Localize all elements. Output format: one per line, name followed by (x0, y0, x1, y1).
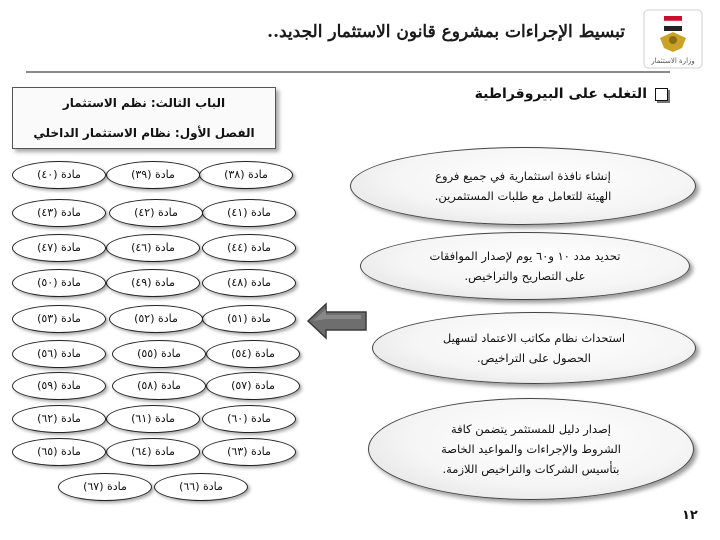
page-number: ١٢ (682, 508, 698, 523)
article-ellipse: مادة (٥٣) (12, 305, 106, 333)
measure-line: على التصاريح والتراخيص. (464, 269, 586, 283)
article-ellipse: مادة (٤٨) (202, 269, 296, 297)
measure-line: تحديد مدد ١٠ و٦٠ يوم لإصدار الموافقات (429, 249, 621, 263)
article-ellipse: مادة (٦٠) (202, 405, 296, 433)
article-ellipse: مادة (٦٧) (58, 473, 152, 501)
chapter-line-2: الفصل الأول: نظام الاستثمار الداخلي (33, 126, 255, 140)
article-ellipse: مادة (٥٦) (12, 340, 106, 368)
section-heading (475, 86, 668, 102)
article-ellipse: مادة (٤٦) (106, 234, 200, 262)
measure-line: إنشاء نافذة استثمارية في جميع فروع (435, 169, 611, 183)
measure-line: إصدار دليل للمستثمر يتضمن كافة (450, 422, 611, 436)
measure-ellipse (350, 147, 696, 225)
measure-line: استحداث نظام مكاتب الاعتماد لتسهيل (442, 331, 626, 345)
article-ellipse: مادة (٦٢) (12, 405, 106, 433)
article-ellipse: مادة (٤٤) (202, 234, 296, 262)
measure-ellipse (368, 398, 694, 500)
article-ellipse: مادة (٤٧) (12, 234, 106, 262)
article-ellipse: مادة (٥٧) (206, 372, 300, 400)
page-title: تبسيط الإجراءات بمشروع قانون الاستثمار الجديد.. (267, 22, 625, 42)
article-ellipse: مادة (٤٢) (109, 199, 203, 227)
article-ellipse: مادة (٦٦) (154, 473, 248, 501)
article-ellipse: مادة (٦٣) (202, 438, 296, 466)
left-arrow-icon (306, 302, 368, 340)
measure-line: الشروط والإجراءات والمواعيد الخاصة (441, 442, 621, 456)
header-divider (26, 71, 670, 73)
checkbox-bullet-icon (655, 88, 668, 101)
article-ellipse: مادة (٥٤) (206, 340, 300, 368)
logo-caption: وزارة الاستثمار (651, 57, 695, 65)
article-ellipse: مادة (٤١) (202, 199, 296, 227)
article-ellipse: مادة (٥٠) (12, 269, 106, 297)
chapter-line-1: الباب الثالث: نظم الاستثمار (62, 96, 226, 110)
article-ellipse: مادة (٦٥) (12, 438, 106, 466)
article-ellipse: مادة (٥٢) (109, 305, 203, 333)
section-heading-label: التغلب على البيروقراطية (474, 86, 647, 102)
measure-ellipse (372, 312, 696, 384)
measure-line: الحصول على التراخيص. (477, 351, 591, 365)
article-ellipse: مادة (٥٥) (112, 340, 206, 368)
article-ellipse: مادة (٥٨) (112, 372, 206, 400)
article-ellipse: مادة (٤٠) (12, 161, 106, 189)
article-ellipse: مادة (٥١) (202, 305, 296, 333)
measure-ellipse (360, 232, 690, 300)
article-ellipse: مادة (٥٩) (12, 372, 106, 400)
article-ellipse: مادة (٣٩) (106, 161, 200, 189)
article-ellipse: مادة (٦٤) (106, 438, 200, 466)
article-ellipse: مادة (٤٩) (106, 269, 200, 297)
chapter-box (12, 87, 276, 149)
ministry-logo (638, 8, 708, 70)
measure-line: الهيئة للتعامل مع طلبات المستثمرين. (434, 189, 612, 203)
article-ellipse: مادة (٦١) (106, 405, 200, 433)
article-ellipse: مادة (٣٨) (199, 161, 293, 189)
measure-line: بتأسيس الشركات والتراخيص اللازمة. (442, 462, 620, 476)
article-ellipse: مادة (٤٣) (12, 199, 106, 227)
